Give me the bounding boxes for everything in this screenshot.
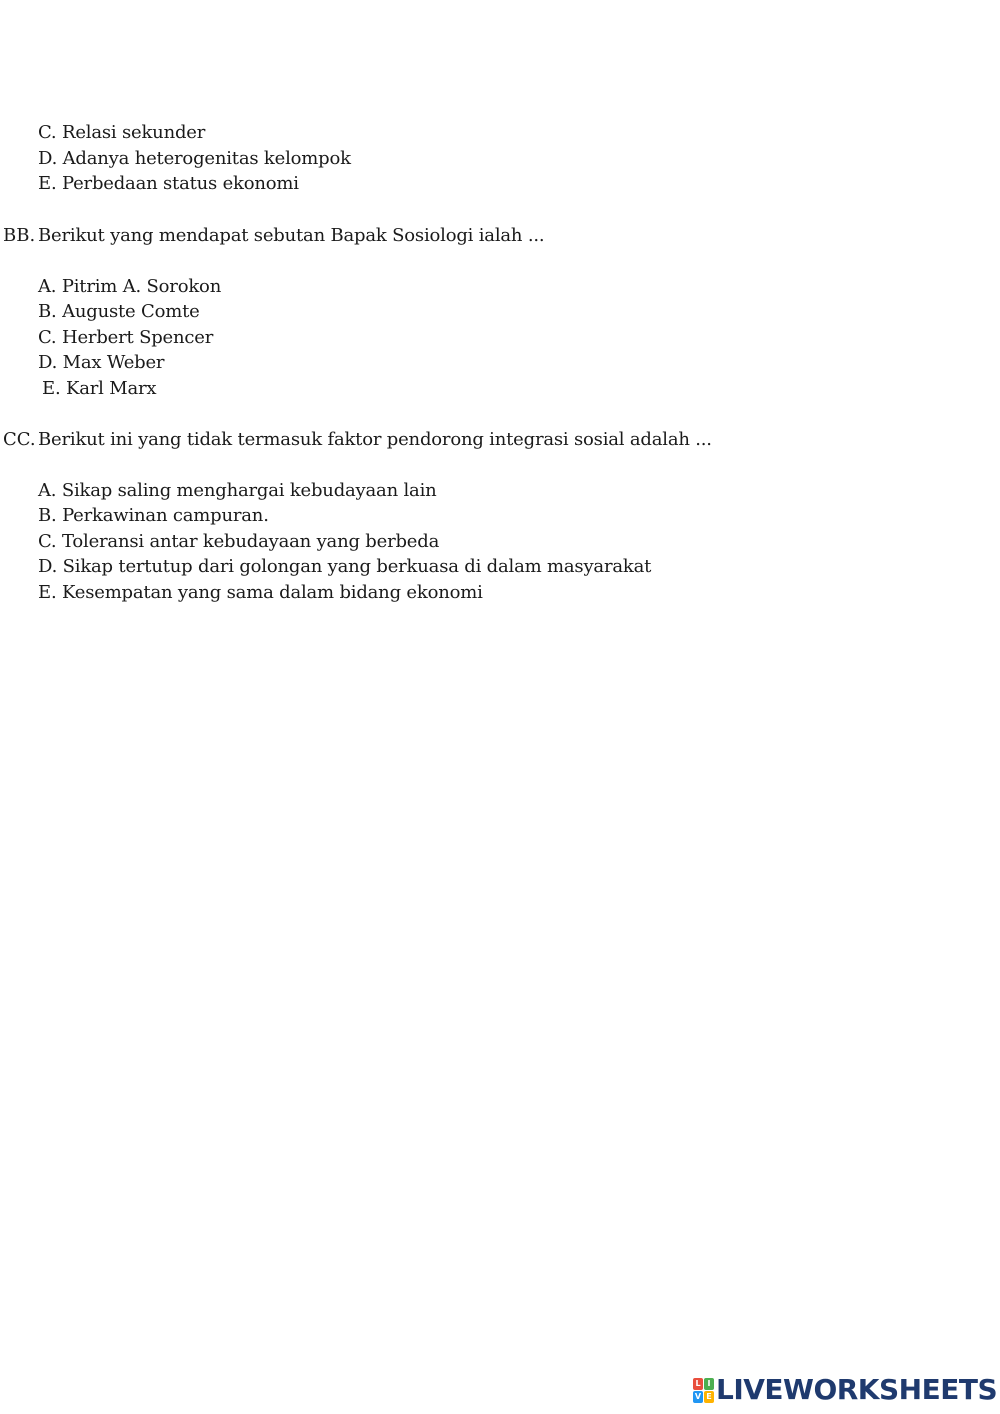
option-bb-c: C. Herbert Spencer (38, 327, 214, 348)
question-number-bb: BB. (3, 225, 36, 246)
option-cc-a: A. Sikap saling menghargai kebudayaan lain (38, 480, 437, 501)
question-text-cc: Berikut ini yang tidak termasuk faktor pendorong integrasi sosial adalah ... (38, 429, 712, 450)
liveworksheets-logo[interactable] (693, 1375, 997, 1405)
option-cc-e: E. Kesempatan yang sama dalam bidang ekonomi (38, 582, 483, 603)
question-text-bb: Berikut yang mendapat sebutan Bapak Sosiologi ialah ... (38, 225, 545, 246)
logo-tile-e: E (704, 1391, 714, 1403)
prev-option-d: D. Adanya heterogenitas kelompok (38, 148, 351, 169)
prev-option-e: E. Perbedaan status ekonomi (38, 173, 299, 194)
option-bb-d: D. Max Weber (38, 352, 165, 373)
logo-tile-l: L (693, 1378, 703, 1390)
option-cc-c: C. Toleransi antar kebudayaan yang berbeda (38, 531, 440, 552)
prev-option-c: C. Relasi sekunder (38, 122, 206, 143)
option-bb-b: B. Auguste Comte (38, 301, 200, 322)
logo-tile-i: I (704, 1378, 714, 1390)
logo-tile-v: V (694, 1392, 702, 1401)
option-cc-b: B. Perkawinan campuran. (38, 505, 269, 526)
question-number-cc: CC. (3, 429, 36, 450)
liveworksheets-logo-icon (693, 1378, 713, 1402)
liveworksheets-logo-text: LIVEWORKSHEETS (716, 1373, 998, 1406)
option-cc-d: D. Sikap tertutup dari golongan yang berkuasa di dalam masyarakat (38, 556, 652, 577)
option-bb-e: E. Karl Marx (42, 378, 157, 399)
option-bb-a: A. Pitrim A. Sorokon (38, 276, 222, 297)
